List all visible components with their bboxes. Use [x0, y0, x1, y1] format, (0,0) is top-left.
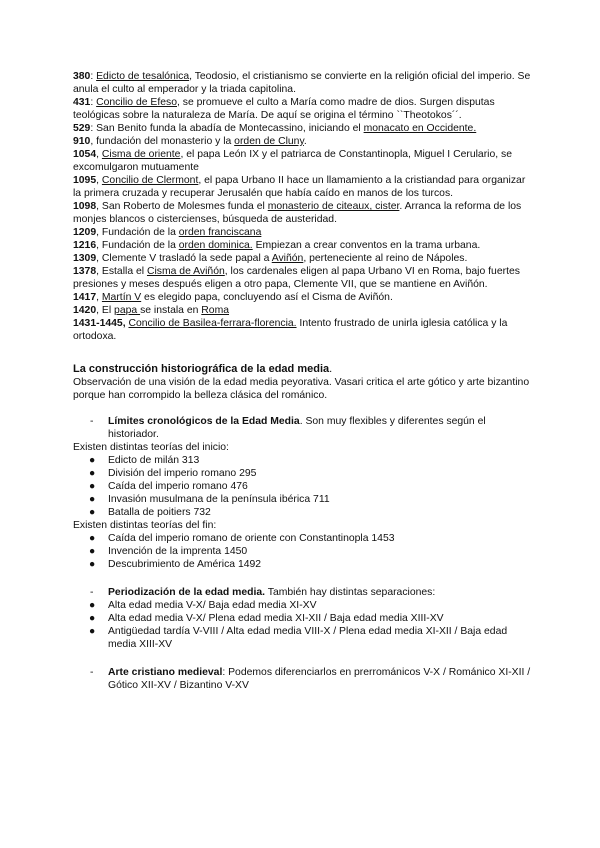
list-item-text: Edicto de milán 313 [108, 455, 200, 466]
chronology-entry-1095 [73, 174, 535, 200]
entry-pre: Fundación de la [101, 240, 179, 251]
entry-pre: fundación del monasterio y la [96, 136, 235, 147]
entry-text: se instala en [140, 305, 202, 316]
bullet-icon: ● [89, 613, 96, 624]
dash-marker: - [90, 667, 94, 678]
chronology-entry-380 [73, 70, 535, 96]
entry-sep: : [90, 97, 97, 108]
entry-link[interactable]: Edicto de tesalónica [96, 71, 190, 82]
bullet-icon: ● [89, 546, 96, 557]
entry-sep: , [96, 201, 102, 212]
list-item-text: Alta edad media V-X/ Plena edad media XI-XII / Baja edad media XIII-XV [108, 613, 444, 624]
entry-link[interactable]: orden de Cluny [234, 136, 304, 147]
list-item-text: División del imperio romano 295 [108, 468, 257, 479]
entry-sep: , [96, 292, 102, 303]
chronology-entry-1309 [73, 252, 535, 265]
chronology-entry-1216 [73, 239, 535, 252]
entry-text: Empiezan a crear conventos en la trama urbana. [252, 240, 481, 251]
list-item [73, 612, 535, 625]
end-theories-label: Existen distintas teorías del fin: [73, 520, 217, 531]
chronology-entry-910 [73, 135, 535, 148]
list-item-text: Invención de la imprenta 1450 [108, 546, 248, 557]
entry-link[interactable]: Concilio de Efeso [96, 97, 177, 108]
chronology-entry-1417 [73, 291, 535, 304]
entry-year: 1209 [73, 227, 97, 238]
end-theories-list [73, 532, 535, 571]
bullet-icon: ● [89, 600, 96, 611]
periods-text: También hay distintas separaciones: [265, 587, 436, 598]
art-heading: Arte cristiano medieval [108, 667, 223, 678]
chronology-entry-1098 [73, 200, 535, 226]
list-item [73, 545, 535, 558]
list-item [73, 493, 535, 506]
entry-sep: , [96, 305, 102, 316]
entry-sep: : [90, 71, 97, 82]
entry-pre: Clemente V trasladó la sede papal a [101, 253, 272, 264]
chronology-entry-431 [73, 96, 535, 122]
entry-year: 1216 [73, 240, 97, 251]
entry-link[interactable]: papa [114, 305, 141, 316]
list-item-text: Caída del imperio romano 476 [108, 481, 248, 492]
list-item [73, 506, 535, 519]
list-item [73, 599, 535, 612]
list-item [73, 454, 535, 467]
entry-pre: El [101, 305, 115, 316]
entry-sep: , [96, 240, 102, 251]
entry-year: 1095 [73, 175, 97, 186]
bullet-icon: ● [89, 626, 96, 637]
list-item-text: Descubrimiento de América 1492 [108, 559, 262, 570]
chronology-entry-1420 [73, 304, 535, 317]
entry-year: 1054 [73, 149, 97, 160]
entry-year: 1420 [73, 305, 97, 316]
entry-sep: , [96, 253, 102, 264]
entry-year: 431 [73, 97, 91, 108]
entry-link[interactable]: Aviñón [271, 253, 304, 264]
entry-text: es elegido papa, concluyendo así el Cisma de Aviñón. [141, 292, 393, 303]
entry-year: 1098 [73, 201, 97, 212]
entry-link[interactable]: Concilio de Basilea-ferrara-florencia. [128, 318, 297, 329]
list-item [73, 625, 535, 651]
entry-link[interactable]: monacato en Occidente. [363, 123, 477, 134]
entry-text: , el papa Urbano II hace un llamamiento a la cristiandad para organizar la primera cruzada y recuperar Jerusalén que había caído en manos de los turcos. [73, 175, 526, 199]
entry-sep: : [90, 123, 97, 134]
periods-list [73, 599, 535, 651]
entry-text: , los cardenales eligen al papa Urbano VI en Roma, bajo fuertes presiones y meses después eligen a otro papa, Clemente VII, que se mantiene en Aviñón. [73, 266, 520, 290]
entry-text: , Teodosio, el cristianismo se convierte en la religión oficial del imperio. Se anula el culto al emperador y la triada capitolina. [73, 71, 531, 95]
section-title-end: . [329, 363, 333, 375]
entry-pre: San Benito funda la abadía de Montecassino, iniciando el [96, 123, 364, 134]
entry-year: 1417 [73, 292, 97, 303]
chronology-list [73, 70, 535, 343]
limits-text: . Son muy flexibles y diferentes según el historiador. [108, 416, 486, 440]
list-item [73, 558, 535, 571]
entry-sep: , [96, 175, 102, 186]
dash-marker: - [90, 587, 94, 598]
list-item-text: Caída del imperio romano de oriente con Constantinopla 1453 [108, 533, 395, 544]
entry-text: Intento frustrado de unirla iglesia católica y la ortodoxa. [73, 318, 508, 342]
entry-link[interactable]: Cisma de oriente [101, 149, 181, 160]
entry-pre: Estalla el [101, 266, 147, 277]
art-text: : Podemos diferenciarlos en prerrománicos V-X / Románico XI-XII / Gótico XII-XV / Bizantino V-XV [108, 667, 531, 691]
list-item-text: Alta edad media V-X/ Baja edad media XI-XV [108, 600, 317, 611]
list-item-text: Antigüedad tardía V-VIII / Alta edad media VIII-X / Plena edad media XI-XII / Baja edad media XIII-XV [108, 626, 508, 650]
entry-year: 529 [73, 123, 91, 134]
list-item [73, 467, 535, 480]
entry-year: 1309 [73, 253, 97, 264]
bullet-icon: ● [89, 468, 96, 479]
chronology-entry-1431 [73, 317, 535, 343]
bullet-icon: ● [89, 533, 96, 544]
bullet-icon: ● [89, 494, 96, 505]
dash-marker: - [90, 416, 94, 427]
limits-heading: Límites cronológicos de la Edad Media [108, 416, 300, 427]
entry-year: 910 [73, 136, 91, 147]
entry-pre: San Roberto de Molesmes funda el [101, 201, 268, 212]
start-theories-list [73, 454, 535, 519]
list-item-text: Batalla de poitiers 732 [108, 507, 211, 518]
entry-link[interactable]: Cisma de Aviñón [146, 266, 225, 277]
bullet-icon: ● [89, 481, 96, 492]
entry-text: , se promueve el culto a María como madre de dios. Surgen disputas teológicas sobre la naturaleza de María. De aquí se origina el término ``Theotokos´´. [73, 97, 495, 121]
chronology-entry-1054 [73, 148, 535, 174]
entry-text: , perteneciente al reino de Nápoles. [303, 253, 468, 264]
entry-link[interactable]: Martín V [101, 292, 142, 303]
art-heading-item [73, 666, 535, 692]
entry-link[interactable]: Concilio de Clermont [101, 175, 199, 186]
periods-heading-item [73, 586, 535, 599]
section-heading [73, 363, 535, 376]
chronology-entry-1209 [73, 226, 535, 239]
entry-pre: Fundación de la [101, 227, 179, 238]
entry-link[interactable]: monasterio de citeaux, cister [267, 201, 400, 212]
bullet-icon: ● [89, 507, 96, 518]
entry-year: 1378 [73, 266, 97, 277]
entry-text: . [303, 136, 307, 147]
bullet-icon: ● [89, 455, 96, 466]
entry-sep: , [122, 318, 129, 329]
entry-link[interactable]: orden franciscana [178, 227, 262, 238]
chronology-entry-529 [73, 122, 535, 135]
entry-link[interactable]: orden dominica. [178, 240, 253, 251]
list-item-text: Invasión musulmana de la península ibérica 711 [108, 494, 330, 505]
entry-sep: , [96, 227, 102, 238]
entry-sep: , [90, 136, 97, 147]
list-item [73, 532, 535, 545]
entry-sep: , [96, 149, 102, 160]
chronology-entry-1378 [73, 265, 535, 291]
entry-year: 380 [73, 71, 91, 82]
entry-link-2[interactable]: Roma [201, 305, 230, 316]
bullet-icon: ● [89, 559, 96, 570]
limits-heading-item [73, 415, 535, 441]
start-theories-label: Existen distintas teorías del inicio: [73, 442, 229, 453]
entry-year: 1431-1445 [73, 318, 123, 329]
entry-sep: , [96, 266, 102, 277]
entry-text: . Arranca la reforma de los monjes blancos o cistercienses, búsqueda de austeridad. [73, 201, 522, 225]
section-title: La construcción historiográfica de la edad media [73, 363, 330, 375]
periods-heading: Periodización de la edad media. [108, 587, 266, 598]
entry-text: , el papa León IX y el patriarca de Constantinopla, Miguel I Cerulario, se excomulgaron mutuamente [73, 149, 512, 173]
document-page [73, 70, 535, 692]
list-item [73, 480, 535, 493]
section-intro: Observación de una visión de la edad media peyorativa. Vasari critica el arte gótico y arte bizantino porque han corrompido la belleza clásica del románico. [73, 377, 530, 401]
